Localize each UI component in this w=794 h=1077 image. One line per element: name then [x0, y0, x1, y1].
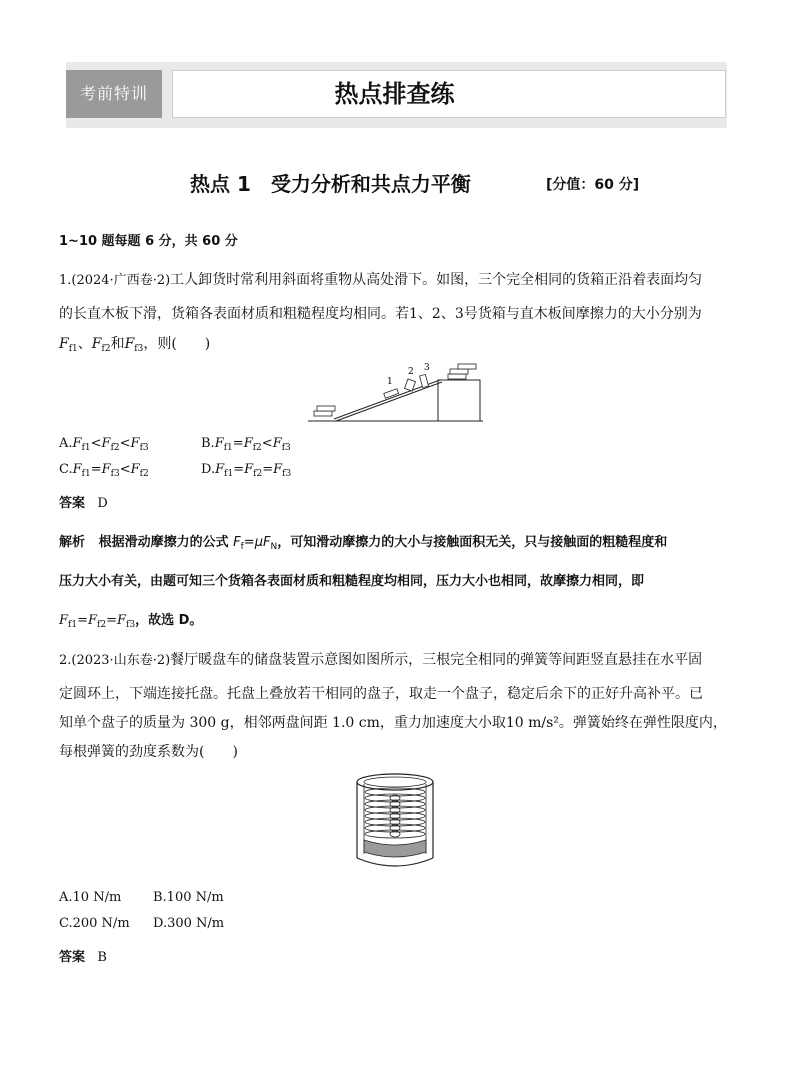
q1-analysis-3: $F_{f1}=F_{f2}=F_{f3}$，故选 D。 [59, 613, 203, 630]
plate-warmer-figure [350, 770, 440, 870]
q2-line-2: 定圆环上，下端连接托盘。托盘上叠放若干相同的盘子，取走一个盘子，稳定后余下的正好升高补平。已 [59, 686, 703, 702]
analysis-label: 解析 [59, 535, 86, 550]
q2-option-b: B.100 N/m [153, 890, 224, 905]
box-1 [384, 389, 399, 398]
q1-analysis-2: 压力大小有关，由题可知三个货箱各表面材质和粗糙程度均相同，压力大小也相同，故摩擦力相同，即 [59, 574, 645, 589]
q1-line-2: 的长直木板下滑，货箱各表面材质和粗糙程度均相同。若1、2、3号货箱与直木板间摩擦力的大小分别为 [59, 306, 702, 322]
q1-line-3: $F_{f1}$、$F_{f2}$和$F_{f3}$，则( ) [59, 336, 211, 354]
q1-line-1 [59, 269, 702, 289]
q1-answer [59, 492, 108, 511]
answer-value: D [97, 496, 108, 511]
q2-source: 2.(2023·山东卷·2) [59, 653, 171, 668]
q2-option-a: A.10 N/m [59, 890, 122, 905]
q1-option-c: $C.F_{f1}=F_{f3}<F_{f2}$ [59, 462, 149, 479]
q2-option-c: C.200 N/m [59, 916, 130, 931]
q2-option-d: D.300 N/m [153, 916, 225, 931]
section-tag: 考前特训 [66, 70, 162, 118]
section-title: 热点 1 受力分析和共点力平衡 [190, 172, 471, 196]
intro-line: 1~10 题每题 6 分，共 60 分 [59, 234, 238, 249]
answer-label: 答案 [59, 950, 86, 965]
q2-line-3: 知单个盘子的质量为 300 g，相邻两盘间距 1.0 cm，重力加速度大小取10 m/s²。弹簧始终在弹性限度内， [59, 715, 727, 731]
q2-line-1: 2.(2023·山东卷·2)餐厅暖盘车的储盘装置示意图如图所示，三根完全相同的弹簧等间距竖直悬挂在水平固 [59, 652, 703, 668]
q2-answer [59, 946, 107, 965]
q1-text-1: 工人卸货时常利用斜面将重物从高处滑下。如图，三个完全相同的货箱正沿着表面均匀 [170, 272, 703, 288]
q1-option-d: $D.F_{f1}=F_{f2}=F_{f3}$ [201, 462, 292, 479]
page-title: 热点排查练 [334, 80, 455, 108]
q1-option-b: $B.F_{f1}=F_{f2}<F_{f3}$ [201, 436, 291, 453]
fig-label-3: 3 [424, 363, 430, 373]
q1-analysis-1: 解析 根据滑动摩擦力的公式 $F_f=\mu F_N$，可知滑动摩擦力的大小与接触面积无关，只与接触面的粗糙程度和 [59, 535, 668, 552]
q2-line-4: 每根弹簧的劲度系数为( ) [59, 744, 238, 760]
answer-value: B [97, 950, 107, 965]
fig-label-1: 1 [387, 377, 393, 387]
answer-label: 答案 [59, 496, 86, 511]
score-label: [分值：60 分] [546, 177, 640, 193]
box-3 [420, 374, 429, 387]
incline-figure [308, 360, 486, 424]
fig-label-2: 2 [408, 367, 414, 377]
q1-source: 1.(2024·广西卷·2) [59, 273, 171, 288]
q1-option-a: $A.F_{f1}<F_{f2}<F_{f3}$ [59, 436, 149, 453]
